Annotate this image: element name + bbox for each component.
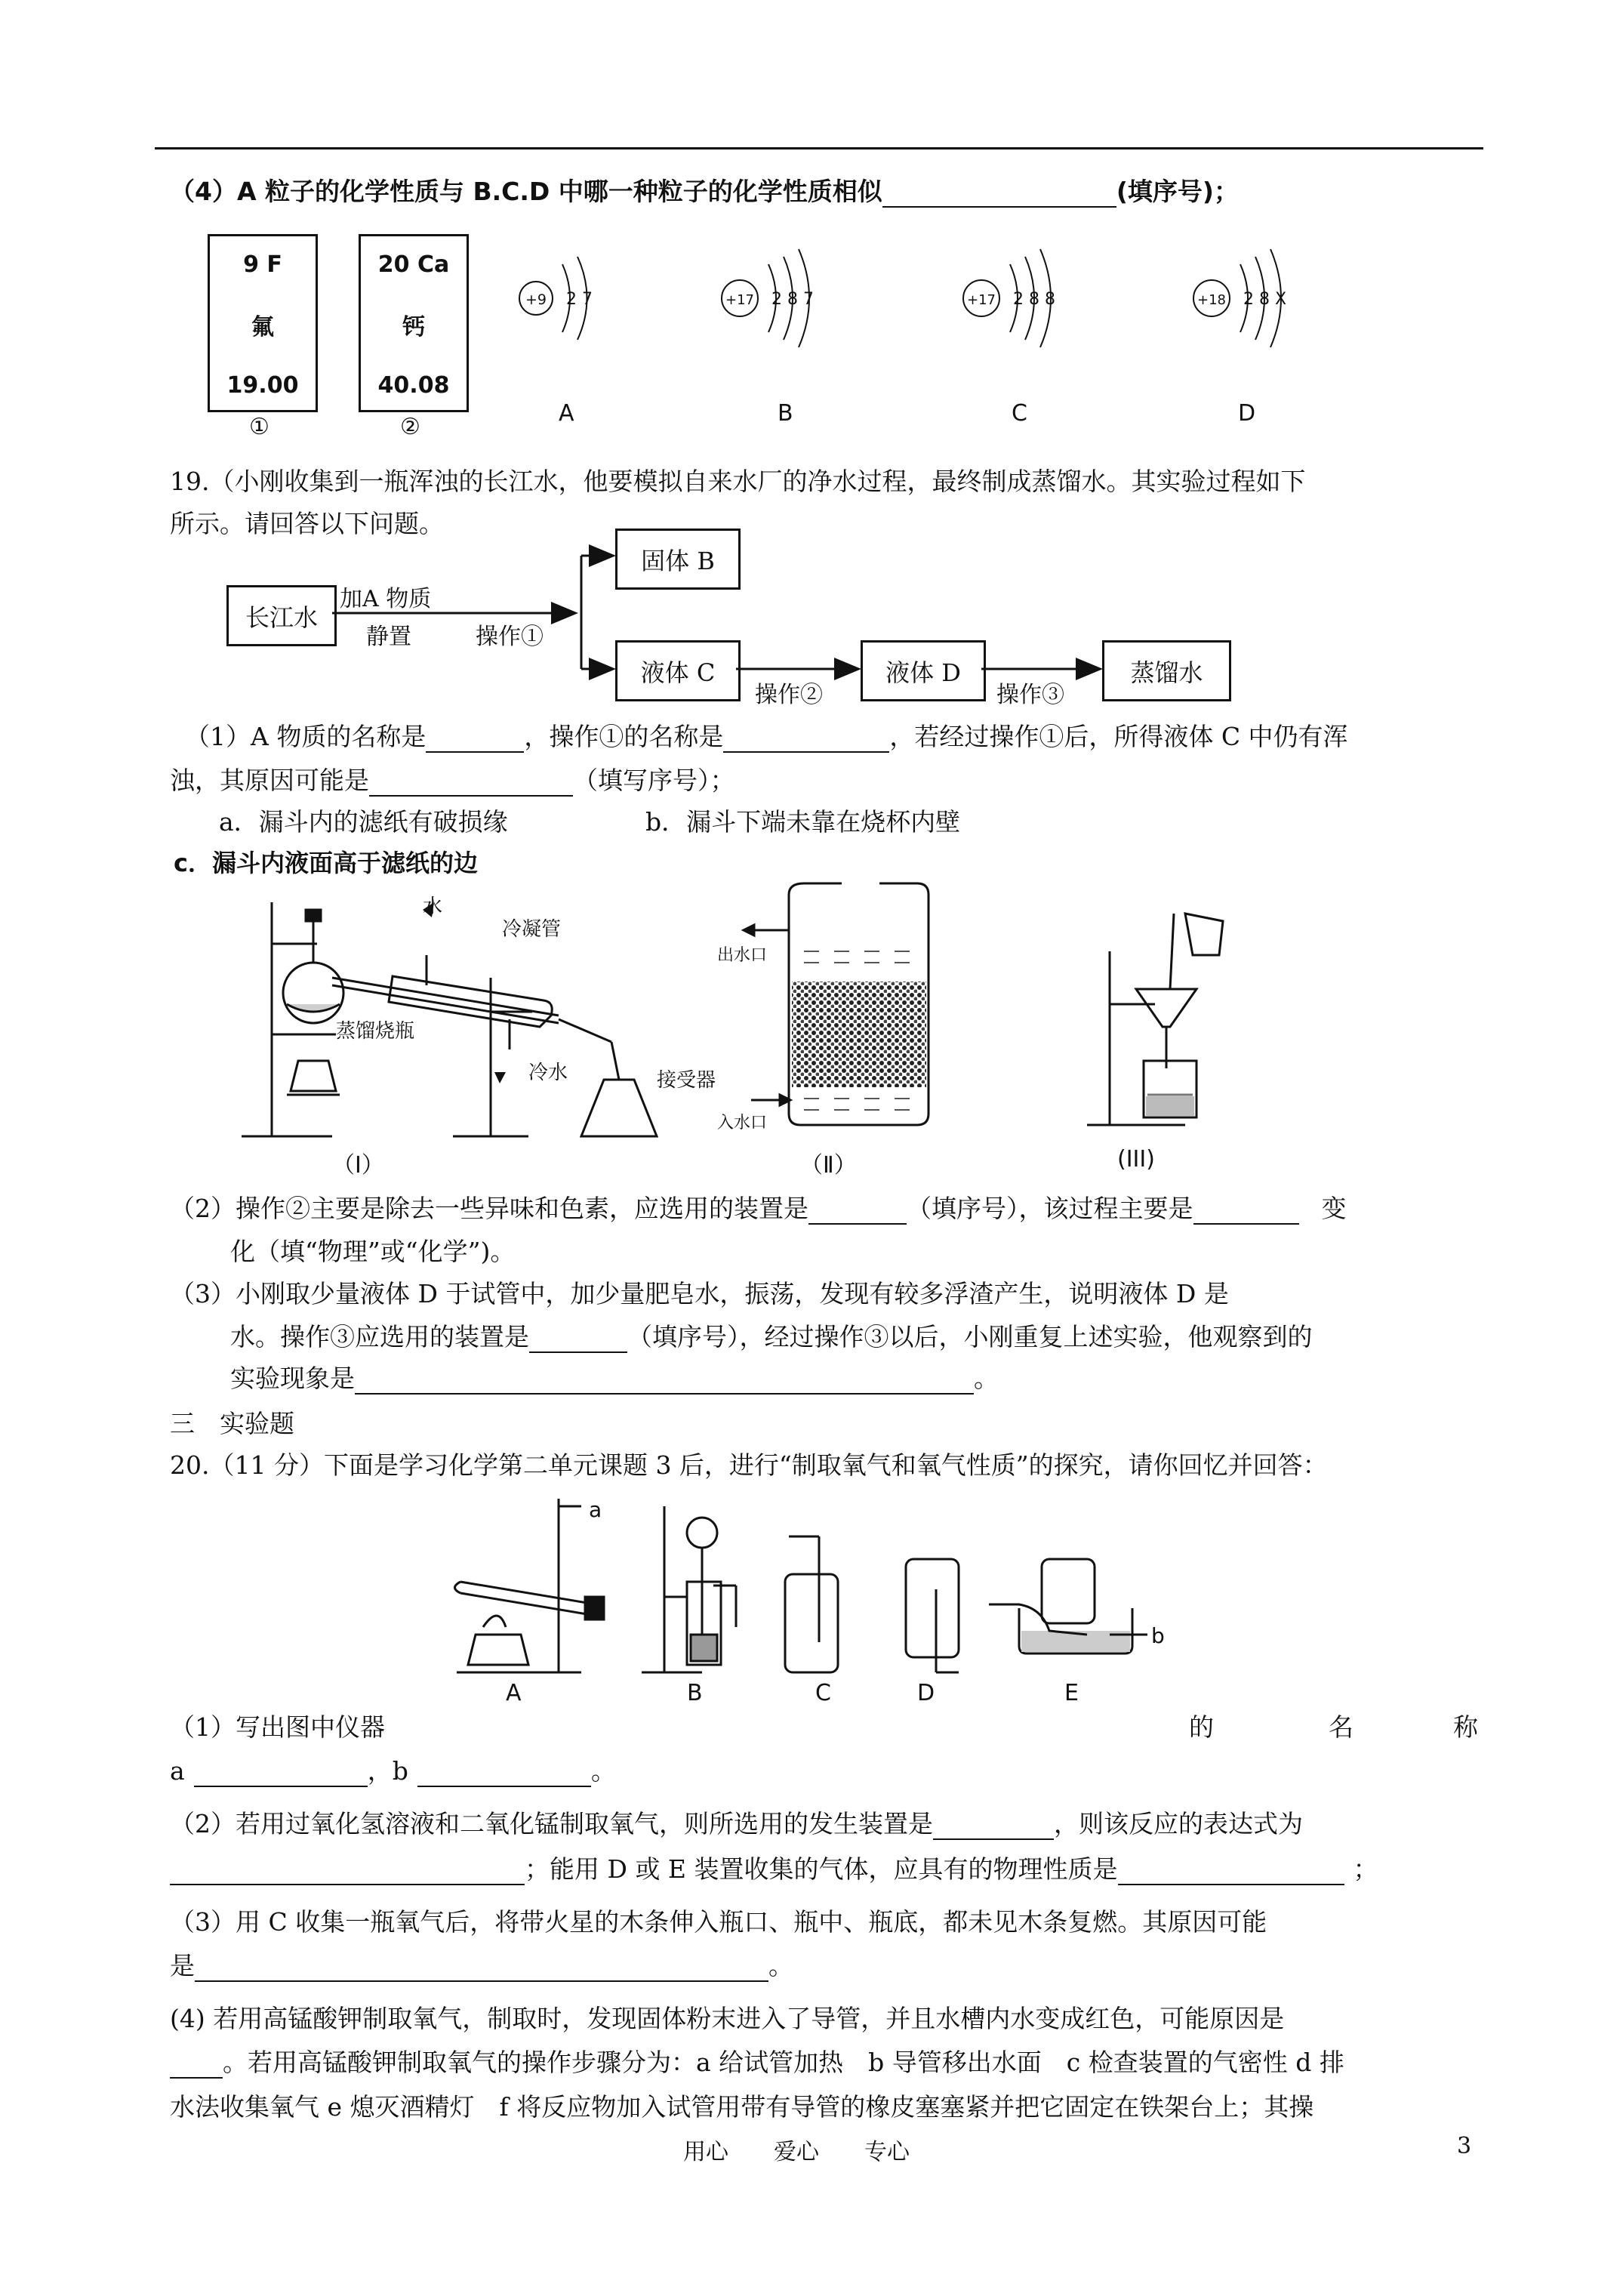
q19-1-line2: 浊，其原因可能是 （填写序号）； <box>170 766 735 795</box>
label-receiver: 接受器 <box>657 1069 716 1092</box>
label-outlet: 出水口 <box>717 946 768 965</box>
atom-label-b: B <box>778 400 793 427</box>
atom-d <box>1193 249 1286 347</box>
carbon-filter <box>721 880 970 1136</box>
flow-distilled-box: 蒸馏水 <box>1102 640 1231 701</box>
flow-arrows <box>332 529 1110 702</box>
oxygen-apparatus <box>445 1491 1200 1695</box>
distillation-apparatus <box>234 887 717 1159</box>
q19-option-c: c．漏斗内液面高于滤纸的边 <box>174 849 478 877</box>
q19-intro-2: 所示。请回答以下问题。 <box>170 509 444 538</box>
footer-motto: 用心 爱心 专心 <box>683 2139 910 2165</box>
q19-1-line1: （1）A 物质的名称是 ，操作①的名称是 ，若经过操作①后，所得液体 C 中仍有浑 <box>185 722 1348 751</box>
q19-3-line3: 实验现象是 。 <box>230 1364 999 1393</box>
filtration-apparatus <box>1072 883 1246 1140</box>
q20-1-cheng: 称 <box>1453 1712 1478 1742</box>
q20-4-line2: 。若用高锰酸钾制取氧气的操作步骤分为：a 给试管加热 b 导管移出水面 c 检查装置的气密性 d 排 <box>170 2043 1344 2079</box>
q19-option-a: a．漏斗内的滤纸有破损缘 <box>219 807 508 837</box>
section-title: 三 实验题 <box>170 1409 294 1438</box>
atom-label-d: D <box>1238 400 1256 427</box>
q20-1-line2: a ，b 。 <box>170 1756 616 1786</box>
header-rule <box>155 147 1483 149</box>
q20-2-line2: ；能用 D 或 E 装置收集的气体，应具有的物理性质是 ； <box>170 1850 1378 1885</box>
shells-c: 2 8 8 <box>1013 290 1055 309</box>
atom-label-c: C <box>1012 400 1027 427</box>
label-cold-water: 冷水 <box>528 1062 568 1084</box>
atom-b <box>722 249 814 347</box>
label-apparatus-3: (III) <box>1117 1146 1155 1173</box>
flow-start-box: 长江水 <box>226 585 337 646</box>
q20-4-line1: (4) 若用高锰酸钾制取氧气，制取时，发现固体粉末进入了导管，并且水槽内水变成红色，可能原因是 <box>170 2004 1285 2033</box>
flow-liquid-d-box: 液体 D <box>861 640 986 701</box>
flow-liquid-c-box: 液体 C <box>615 640 741 701</box>
q20-3-line1: （3）用 C 收集一瓶氧气后，将带火星的木条伸入瓶口、瓶中、瓶底，都未见木条复燃。其原因可能 <box>170 1907 1267 1937</box>
nucleus-b: +17 <box>725 292 754 308</box>
q20-2-line1: （2）若用过氧化氢溶液和二氧化锰制取氧气，则所选用的发生装置是 ，则该反应的表达式为 <box>170 1809 1303 1838</box>
q19-option-b: b．漏斗下端未靠在烧杯内壁 <box>645 807 961 837</box>
q20-1-ming: 名 <box>1329 1712 1354 1742</box>
element-card-fluorine: 9 F 氟 19.00 <box>208 234 318 412</box>
apparatus-label-d: D <box>917 1680 935 1706</box>
label-condenser: 冷凝管 <box>502 918 562 941</box>
label-apparatus-1: （Ⅰ） <box>332 1152 384 1179</box>
element-card-calcium: 20 Ca 钙 40.08 <box>359 234 469 412</box>
q18-4-question: （4）A 粒子的化学性质与 B.C.D 中哪一种粒子的化学性质相似 (填序号)； <box>170 177 1239 206</box>
shells-b: 2 8 7 <box>771 290 814 309</box>
card-label-1: ① <box>249 414 269 440</box>
flow-arrow1-top: 加A 物质 <box>340 586 432 612</box>
q20-3-line2: 是 。 <box>170 1951 793 1980</box>
page-number: 3 <box>1457 2133 1472 2159</box>
q19-3-line2: 水。操作③应选用的装置是 （填序号），经过操作③以后，小刚重复上述实验，他观察到的 <box>230 1322 1313 1351</box>
q20-intro: 20.（11 分）下面是学习化学第二单元课题 3 后，进行“制取氧气和氧气性质”的探究，请你回忆并回答： <box>170 1450 1328 1480</box>
q19-2-line2: 化（填“物理”或“化学”)。 <box>230 1237 516 1266</box>
shells-a: 2 7 <box>566 290 593 309</box>
nucleus-d: +18 <box>1197 292 1226 308</box>
card-label-2: ② <box>400 414 420 440</box>
apparatus-label-c: C <box>815 1680 831 1706</box>
q20-1-line1: （1）写出图中仪器 <box>170 1712 385 1742</box>
apparatus-label-e: E <box>1064 1680 1079 1706</box>
flow-op3: 操作③ <box>996 682 1064 708</box>
label-flask: 蒸馏烧瓶 <box>336 1020 415 1043</box>
label-apparatus-2: （Ⅱ） <box>800 1152 857 1179</box>
atom-diagrams <box>498 227 1404 438</box>
apparatus-label-b: B <box>687 1680 703 1706</box>
nucleus-a: +9 <box>525 291 547 308</box>
label-inlet: 入水口 <box>717 1114 768 1133</box>
shells-d: 2 8 X <box>1243 290 1287 309</box>
label-water: 水 <box>423 895 443 918</box>
q19-2-line1: （2）操作②主要是除去一些异味和色素，应选用的装置是 （填序号），该过程主要是 变 <box>170 1194 1347 1223</box>
q20-4-line3: 水法收集氧气 e 熄灭酒精灯 f 将反应物加入试管用带有导管的橡皮塞塞紧并把它固定在铁架台上；其操 <box>170 2092 1314 2122</box>
mark-b: b <box>1151 1623 1165 1648</box>
atom-label-a: A <box>559 400 574 427</box>
flow-solid-box: 固体 B <box>615 529 741 590</box>
q19-3-line1: （3）小刚取少量液体 D 于试管中，加少量肥皂水，振荡，发现有较多浮渣产生，说明液体 D 是 <box>170 1279 1229 1308</box>
nucleus-c: +17 <box>967 292 996 308</box>
flow-arrow1-bottom: 静置 <box>366 624 411 650</box>
q19-intro-1: 19.（小刚收集到一瓶浑浊的长江水，他要模拟自来水厂的净水过程，最终制成蒸馏水。其实验过程如下 <box>170 467 1306 496</box>
apparatus-label-a: A <box>506 1680 522 1706</box>
q20-1-de: 的 <box>1189 1712 1214 1742</box>
atom-c <box>963 249 1055 347</box>
flow-op1: 操作① <box>476 624 544 650</box>
flow-op2: 操作② <box>755 682 823 708</box>
mark-a: a <box>589 1497 602 1522</box>
atom-a <box>519 257 593 340</box>
